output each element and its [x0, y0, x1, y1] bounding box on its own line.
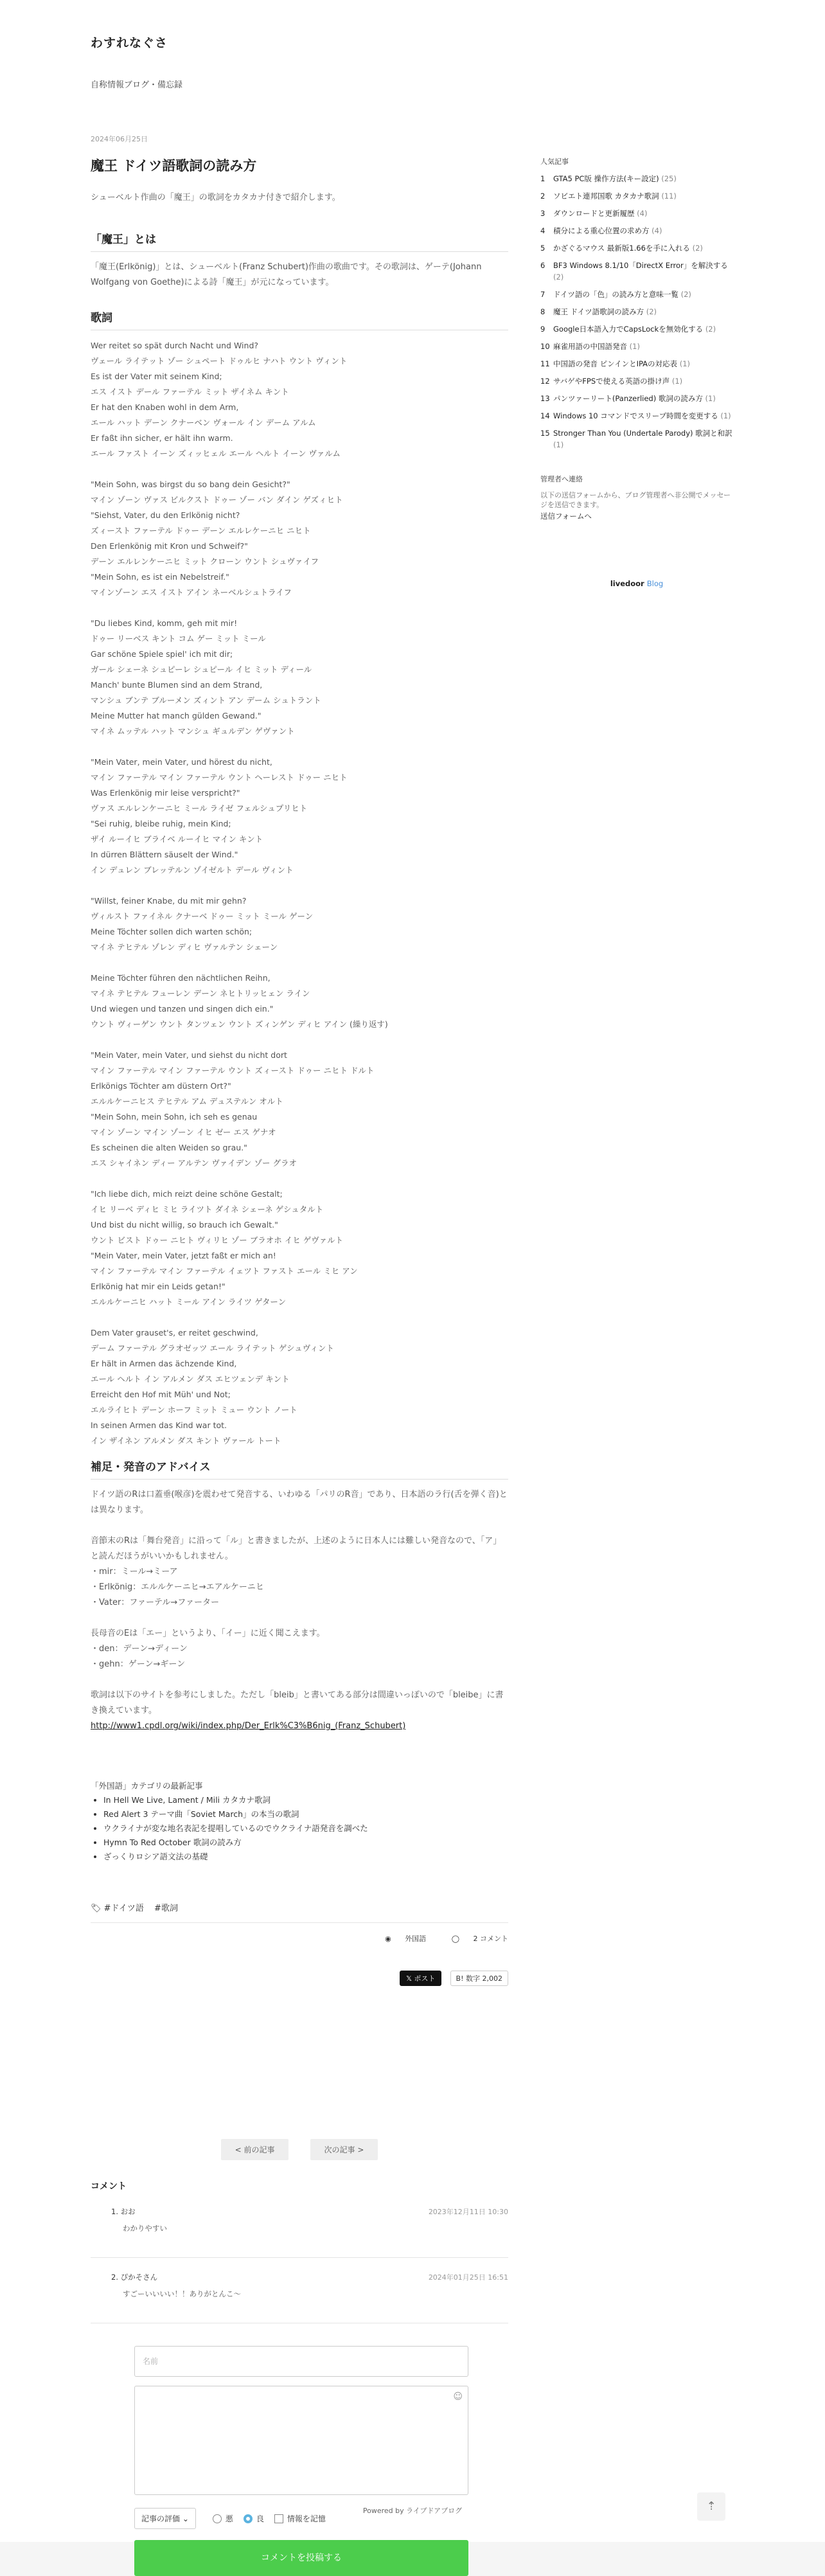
lyrics-line: Es ist der Vater mit seinem Kind; — [91, 371, 222, 381]
lyrics-line: マイネ ムッテル ハット マンシュ ギュルデン ゲヴァント — [91, 726, 295, 736]
lyrics-line: "Du liebes Kind, komm, geh mit mir! — [91, 618, 238, 628]
hatena-bookmark-button[interactable]: B! 数字 2,002 — [450, 1971, 508, 1986]
popular-item[interactable] — [540, 410, 733, 422]
popular-title-text: 積分による重心位置の求め方 — [553, 226, 652, 235]
lyrics-line: マンシュ ブンテ ブルーメン ズィント アン デーム シュトラント — [91, 695, 321, 705]
comment-body: すごーいいいい！！ありがとんこ〜 — [123, 2289, 241, 2298]
popular-count: (2) — [705, 325, 716, 334]
rank-number: 11 — [540, 359, 550, 368]
checkbox-icon — [274, 2514, 283, 2523]
popular-title-text: 麻雀用語の中国語発音 — [553, 342, 630, 351]
lyrics — [91, 338, 508, 1449]
lyrics-line: Meine Töchter sollen dich warten schön; — [91, 927, 253, 936]
advice-line: ドイツ語のRは口蓋垂(喉彦)を震わせて発音する、いわゆる「パリのR音」であり、日本語のラ行(舌を弾く音)とは異なります。 — [91, 1490, 508, 1515]
lyrics-line: ヴィルスト ファイネル クナーベ ドゥー ミット ミール ゲーン — [91, 911, 314, 921]
lyrics-line: ガール シェーネ シュピーレ シュピール イヒ ミット ディール — [91, 665, 312, 674]
popular-title-text: ドイツ語の「色」の読み方と意味一覧 — [553, 290, 681, 299]
popular-item[interactable] — [540, 208, 733, 219]
name-input[interactable]: 名前 — [134, 2346, 468, 2377]
popular-title-text: 魔王 ドイツ語歌詞の読み方 — [553, 307, 646, 316]
rank-number: 8 — [540, 307, 546, 316]
livedoor-text: livedoor — [610, 579, 644, 588]
comment-date: 2023年12月11日 10:30 — [428, 2208, 508, 2216]
post-title[interactable]: 魔王 ドイツ語歌詞の読み方 — [91, 158, 257, 174]
rank-number: 9 — [540, 325, 546, 334]
lyrics-stanza — [91, 477, 508, 600]
popular-count: (2) — [692, 244, 703, 253]
related-articles — [91, 1779, 508, 1864]
popular-item[interactable] — [540, 375, 733, 387]
popular-count: (2) — [680, 290, 691, 299]
comment-form — [134, 2346, 468, 2576]
popular-title-text: ダウンロードと更新履歴 — [553, 209, 637, 218]
popular-title-text: サバゲやFPSで使える英語の掛け声 — [553, 377, 672, 386]
popular-title — [553, 225, 662, 237]
popular-title — [553, 410, 731, 422]
popular-item[interactable] — [540, 358, 733, 370]
popular-title-text: ソビエト連邦国歌 カタカナ歌詞 — [553, 192, 662, 201]
related-item[interactable]: • Red Alert 3 テーマ曲「Soviet March」の本当の歌詞 — [103, 1807, 508, 1821]
advice-line: 音節末のRは「舞台発音」に沿って「ル」と書きましたが、上述のように日本人には難しい発音なので、「ア」と読んだほうがいいかもしれません。 — [91, 1536, 502, 1561]
advice-text — [91, 1487, 508, 1719]
rank-number: 2 — [540, 192, 546, 201]
lyrics-line: Gar schöne Spiele spiel' ich mit dir; — [91, 649, 233, 659]
popular-count: (1) — [679, 359, 690, 368]
rank-number: 13 — [540, 394, 550, 403]
popular-title-text: かざぐるマウス 最新版1.66を手に入れる — [553, 244, 693, 253]
comment-item — [91, 2272, 508, 2323]
footer[interactable]: Powered by ライブドアブログ — [362, 2507, 463, 2515]
popular-count: (1) — [705, 394, 716, 403]
lyrics-line: Er faßt ihn sicher, er hält ihn warm. — [91, 433, 233, 443]
radio-icon — [244, 2514, 253, 2523]
popular-count: (1) — [629, 342, 640, 351]
rank-number: 10 — [540, 342, 550, 351]
comment-item — [91, 2206, 508, 2258]
x-post-button[interactable] — [400, 1971, 441, 1986]
category-label: 外国語 — [405, 1935, 427, 1943]
popular-title — [553, 306, 657, 318]
lyrics-line: Dem Vater grauset's, er reitet geschwind, — [91, 1328, 258, 1337]
advice-line: ・Vater：ファーテル→ファーター — [91, 1598, 220, 1607]
popular-title — [553, 375, 682, 387]
popular-title — [553, 341, 640, 352]
lyrics-line: マイン ゾーン ヴァス ビルクスト ドゥー ゾー バン ダイン ゲズィヒト — [91, 495, 343, 505]
livedoor-blog-logo[interactable] — [540, 579, 733, 588]
popular-title — [553, 260, 733, 283]
lyrics-line: デーム ファーテル グラオゼッツ エール ライテット ゲシュヴィント — [91, 1343, 334, 1353]
rank-number: 14 — [540, 411, 550, 420]
popular-title — [553, 190, 677, 202]
site-title[interactable]: わすれなぐさ — [91, 36, 168, 50]
site-description: 自称情報ブログ・備忘録 — [91, 80, 183, 90]
lyrics-line: エルルケーニヒ ハット ミール アイン ライツ ゲターン — [91, 1297, 287, 1307]
option-label: 良 — [256, 2514, 264, 2523]
lyrics-line: Wer reitet so spät durch Nacht und Wind? — [91, 341, 259, 350]
popular-title — [553, 242, 703, 254]
popular-title — [553, 323, 716, 335]
lyrics-line: ズィースト ファーテル ドゥー デーン エルレケーニヒ ニヒト — [91, 526, 311, 535]
lyrics-line: "Sei ruhig, bleibe ruhig, mein Kind; — [91, 819, 231, 828]
section-heading: 補足・発音のアドバイス — [91, 1458, 508, 1480]
sidebar — [540, 156, 733, 588]
prev-article-button[interactable]: < 前の記事 — [221, 2139, 289, 2160]
contact-form-link[interactable]: 送信フォームへ — [540, 512, 592, 521]
lyrics-line: エール ファスト イーン ズィッヒェル エール ヘルト イーン ヴァルム — [91, 449, 341, 458]
lyrics-line: イン デュレン ブレッテルン ゾイゼルト デール ヴィント — [91, 865, 294, 875]
lyrics-line: ウント ヴィーゲン ウント タンツェン ウント ズィンゲン ディヒ アイン (繰り返す) — [91, 1019, 388, 1029]
section-text: 「魔王(Erlkönig)」とは、シューベルト(Franz Schubert)作曲の歌曲です。その歌詞は、ゲーテ(Johann Wolfgang von Goethe)による詩「魔王」が元になっています。 — [91, 262, 482, 287]
popular-count: (4) — [637, 209, 648, 218]
popular-list — [540, 173, 733, 451]
comment-date: 2024年01月25日 16:51 — [428, 2273, 508, 2282]
related-item[interactable]: • Hymn To Red October 歌詞の読み方 — [103, 1836, 508, 1850]
popular-item[interactable] — [540, 190, 733, 202]
related-item[interactable]: • ウクライナが変な地名表記を提唱しているのでウクライナ語発音を調べた — [103, 1821, 508, 1836]
lyrics-line: "Ich liebe dich, mich reizt deine schöne Gestalt; — [91, 1189, 283, 1199]
rank-number: 1 — [540, 174, 546, 183]
rank-number: 7 — [540, 290, 546, 299]
advice-line: 歌詞は以下のサイトを参考にしました。ただし「bleib」と書いてある部分は間違いっぽいので「bleibe」に書き換えています。 — [91, 1690, 504, 1715]
related-list — [103, 1793, 508, 1864]
rank-number: 6 — [540, 261, 546, 270]
lyrics-line: "Mein Sohn, es ist ein Nebelstreif." — [91, 572, 229, 582]
lyrics-stanza — [91, 893, 508, 955]
lyrics-stanza — [91, 970, 508, 1032]
emoji-icon[interactable]: ☺ — [453, 2392, 463, 2402]
popular-item[interactable] — [540, 173, 733, 184]
lyrics-line: マイン ファーテル マイン ファーテル ウント ズィースト ドゥー ニヒト ドルト — [91, 1066, 375, 1075]
radio-icon — [213, 2514, 222, 2523]
lyrics-line: In dürren Blättern säuselt der Wind." — [91, 850, 238, 859]
lyrics-line: "Siehst, Vater, du den Erlkönig nicht? — [91, 510, 240, 520]
lyrics-line: Manch' bunte Blumen sind an dem Strand, — [91, 680, 263, 690]
arrow-up-icon: ⇡ — [706, 2500, 716, 2513]
contact-box — [540, 474, 733, 521]
comment-count: 2 コメント — [473, 1935, 508, 1943]
advice-line: ・gehn：ゲーン→ギーン — [91, 1659, 186, 1669]
popular-item[interactable] — [540, 225, 733, 237]
lyrics-line: Er hat den Knaben wohl in dem Arm, — [91, 402, 239, 412]
popular-count: (25) — [661, 174, 677, 183]
popular-title — [553, 427, 733, 451]
next-article-button[interactable]: 次の記事 > — [310, 2139, 378, 2160]
popular-item[interactable] — [540, 427, 733, 451]
lyrics-line: "Willst, feiner Knabe, du mit mir gehn? — [91, 896, 247, 906]
popular-title-text: Google日本語入力でCapsLockを無効化する — [553, 325, 705, 334]
rank-number: 5 — [540, 244, 546, 253]
tag-icon: 🏷 — [91, 1904, 102, 1913]
popular-count: (2) — [646, 307, 657, 316]
lyrics-line: "Mein Vater, mein Vater, und hörest du nicht, — [91, 757, 272, 767]
x-icon: 𝕏 — [406, 1974, 412, 1983]
submit-comment-button[interactable]: コメントを投稿する — [134, 2540, 468, 2576]
share-buttons — [91, 1971, 508, 1986]
lyrics-line: エルルケーニヒス テヒテル アム デュステルン オルト — [91, 1096, 283, 1106]
comments-heading: コメント — [91, 2181, 127, 2192]
popular-title — [553, 358, 690, 370]
folder-icon: ◉ — [385, 1935, 391, 1943]
lyrics-line: Erlkönig hat mir ein Leids getan!" — [91, 1282, 226, 1291]
lyrics-line: Es scheinen die alten Weiden so grau." — [91, 1143, 247, 1152]
popular-title-text: Windows 10 コマンドでスリープ時間を変更する — [553, 411, 721, 420]
lyrics-line: マイン ファーテル マイン ファーテル ウント ヘーレスト ドゥー ニヒト — [91, 773, 348, 782]
lyrics-line: Meine Töchter führen den nächtlichen Reihn, — [91, 973, 271, 983]
lyrics-line: Und wiegen und tanzen und singen dich ein." — [91, 1004, 274, 1014]
popular-item[interactable] — [540, 242, 733, 254]
popular-title-text: Stronger Than You (Undertale Parody) 歌詞と和訳 — [553, 429, 732, 438]
popular-item[interactable] — [540, 393, 733, 404]
lyrics-line: デーン エルレンケーニヒ ミット クローン ウント シュヴァイフ — [91, 557, 319, 566]
lyrics-line: "Mein Vater, mein Vater, jetzt faßt er mich an! — [91, 1251, 276, 1260]
lyrics-line: In seinen Armen das Kind war tot. — [91, 1420, 227, 1430]
lyrics-line: マイン ファーテル マイン ファーテル イェツト ファスト エール ミヒ アン — [91, 1266, 358, 1276]
lyrics-stanza — [91, 755, 508, 878]
lyrics-stanza — [91, 1186, 508, 1310]
lyrics-line: マイネ テヒテル フューレン デーン ネヒトリッヒェン ライン — [91, 988, 310, 998]
rank-number: 3 — [540, 209, 546, 218]
popular-title-text: パンツァーリート(Panzerlied) 歌詞の読み方 — [553, 394, 705, 403]
lyrics-stanza — [91, 1325, 508, 1449]
advice-line: ・den：デーン→ディーン — [91, 1644, 188, 1654]
popular-item[interactable] — [540, 341, 733, 352]
lyrics-line: Erreicht den Hof mit Müh' und Not; — [91, 1390, 231, 1399]
section-about — [91, 230, 508, 291]
lyrics-line: エール ヘルト イン アルメン ダス エヒツェンデ キント — [91, 1374, 290, 1384]
popular-title-text: GTA5 PC版 操作方法(キー設定) — [553, 174, 662, 183]
comment-body: わかりやすい — [123, 2224, 167, 2233]
popular-count: (1) — [671, 377, 683, 386]
lyrics-line: マイン ゾーン マイン ゾーン イヒ ゼー エス ゲナオ — [91, 1127, 276, 1137]
comment-author: 2. ぴかそさん — [111, 2273, 158, 2282]
rank-number: 15 — [540, 429, 550, 438]
lyrics-stanza — [91, 1048, 508, 1171]
lyrics-line: ヴァス エルレンケーニヒ ミール ライゼ フェルシュプリヒト — [91, 803, 308, 813]
reference-link[interactable]: http://www1.cpdl.org/wiki/index.php/Der_Erlk%C3%B6nig_(Franz_Schubert) — [91, 1721, 406, 1731]
lyrics-line: Erlkönigs Töchter am düstern Ort?" — [91, 1081, 231, 1091]
advice-line: 長母音のEは「エー」というより、「イー」に近く聞こえます。 — [91, 1629, 325, 1638]
advice-line: ・Erlkönig：エルルケーニヒ→エアルケーニヒ — [91, 1582, 264, 1592]
pager — [91, 2139, 508, 2160]
rating-select[interactable]: 記事の評価 ⌄ — [134, 2508, 196, 2529]
lyrics-line: ザイ ルーイヒ ブライベ ルーイヒ マイン キント — [91, 834, 263, 844]
popular-count: (2) — [553, 273, 564, 282]
popular-count: (1) — [553, 440, 564, 449]
lyrics-line: エス シャイネン ディー アルテン ヴァイデン ゾー グラオ — [91, 1158, 297, 1168]
lyrics-stanza — [91, 338, 508, 461]
contact-heading: 管理者へ連絡 — [540, 475, 583, 483]
popular-item[interactable] — [540, 260, 733, 283]
rank-number: 4 — [540, 226, 546, 235]
popular-heading: 人気記事 — [540, 157, 569, 166]
popular-title — [553, 208, 647, 219]
comment-icon: ◯ — [451, 1935, 459, 1943]
post-lead: シューベルト作曲の「魔王」の歌詞をカタカナ付きで紹介します。 — [91, 193, 341, 202]
site-header — [91, 33, 733, 90]
popular-title — [553, 173, 677, 184]
lyrics-line: Er hält in Armen das ächzende Kind, — [91, 1359, 237, 1368]
popular-item[interactable] — [540, 289, 733, 300]
lyrics-stanza — [91, 616, 508, 739]
lyrics-line: エール ハット デーン クナーベン ヴォール イン デーム アルム — [91, 418, 316, 427]
popular-count: (1) — [720, 411, 731, 420]
section-heading: 「魔王」とは — [91, 230, 508, 252]
popular-title — [553, 393, 716, 404]
related-heading: 「外国語」カテゴリの最新記事 — [91, 1781, 203, 1791]
lyrics-line: ドゥー リーベス キント コム ゲー ミット ミール — [91, 634, 266, 643]
option-label: 悪 — [225, 2514, 233, 2523]
comment-textarea[interactable] — [134, 2386, 468, 2495]
blog-text: Blog — [646, 579, 664, 588]
lyrics-line: エルライヒト デーン ホーフ ミット ミュー ウント ノート — [91, 1405, 297, 1415]
popular-title-text: BF3 Windows 8.1/10「DirectX Error」を解決する — [553, 261, 728, 270]
lyrics-line: マインゾーン エス イスト アイン ネーベルシュトライフ — [91, 587, 292, 597]
popular-item[interactable] — [540, 306, 733, 318]
comment-author: 1. おお — [111, 2207, 136, 2216]
lyrics-line: "Mein Sohn, was birgst du so bang dein Gesicht?" — [91, 479, 290, 489]
lyrics-line: ヴェール ライテット ゾー シュペート ドゥルヒ ナハト ウント ヴィント — [91, 356, 348, 366]
lyrics-line: "Mein Vater, mein Vater, und siehst du nicht dort — [91, 1050, 287, 1060]
popular-count: (11) — [661, 192, 677, 201]
tag-list — [91, 1901, 508, 1923]
rank-number: 12 — [540, 377, 550, 386]
section-heading: 歌詞 — [91, 309, 508, 330]
rating-label: 記事の評価 — [141, 2514, 181, 2523]
advice-line — [91, 1611, 508, 1626]
post-meta — [91, 1933, 508, 1944]
lyrics-line: ウント ビスト ドゥー ニヒト ヴィリヒ ゾー ブラオホ イヒ ゲヴァルト — [91, 1235, 344, 1245]
advice-line — [91, 1518, 508, 1534]
lyrics-line: マイネ テヒテル ゾレン ディヒ ヴァルテン シェーン — [91, 942, 278, 952]
lyrics-line: イン ザイネン アルメン ダス キント ヴァール トート — [91, 1436, 281, 1445]
x-post-label: ポスト — [414, 1974, 436, 1983]
popular-title — [553, 289, 691, 300]
lyrics-line: Was Erlenkönig mir leise verspricht?" — [91, 788, 240, 798]
post-date: 2024年06月25日 — [91, 135, 148, 143]
category-link[interactable] — [373, 1935, 426, 1943]
section-advice — [91, 1458, 508, 1731]
tag-link[interactable]: #ドイツ語 — [103, 1904, 144, 1913]
advice-line — [91, 1672, 508, 1688]
advice-line: ・mir：ミール→ミーア — [91, 1567, 178, 1577]
popular-item[interactable] — [540, 323, 733, 335]
related-item[interactable]: • ざっくりロシア語文法の基礎 — [103, 1850, 508, 1864]
popular-title-text: 中国語の発音 ピンインとIPAの対応表 — [553, 359, 680, 368]
comment-count-link[interactable] — [440, 1935, 508, 1943]
scroll-to-top-button[interactable] — [697, 2492, 725, 2521]
section-lyrics — [91, 309, 508, 1464]
lyrics-line: Und bist du nicht willig, so brauch ich Gewalt." — [91, 1220, 278, 1230]
popular-count: (4) — [652, 226, 662, 235]
lyrics-line: Meine Mutter hat manch gülden Gewand." — [91, 711, 262, 720]
lyrics-line: イヒ リーベ ディヒ ミヒ ライツト ダイネ シェーネ ゲシュタルト — [91, 1204, 324, 1214]
lyrics-line: Den Erlenkönig mit Kron und Schweif?" — [91, 541, 248, 551]
remember-label: 情報を記憶 — [287, 2514, 326, 2523]
lyrics-line: エス イスト デール ファーテル ミット ザイネム キント — [91, 387, 289, 397]
related-item[interactable]: • In Hell We Live, Lament / Mili カタカナ歌詞 — [103, 1793, 508, 1807]
contact-text: 以下の送信フォームから、ブログ管理者へ非公開でメッセージを送信できます。 — [540, 491, 731, 509]
tag-link[interactable]: #歌詞 — [154, 1904, 178, 1913]
lyrics-line: "Mein Sohn, mein Sohn, ich seh es genau — [91, 1112, 258, 1122]
